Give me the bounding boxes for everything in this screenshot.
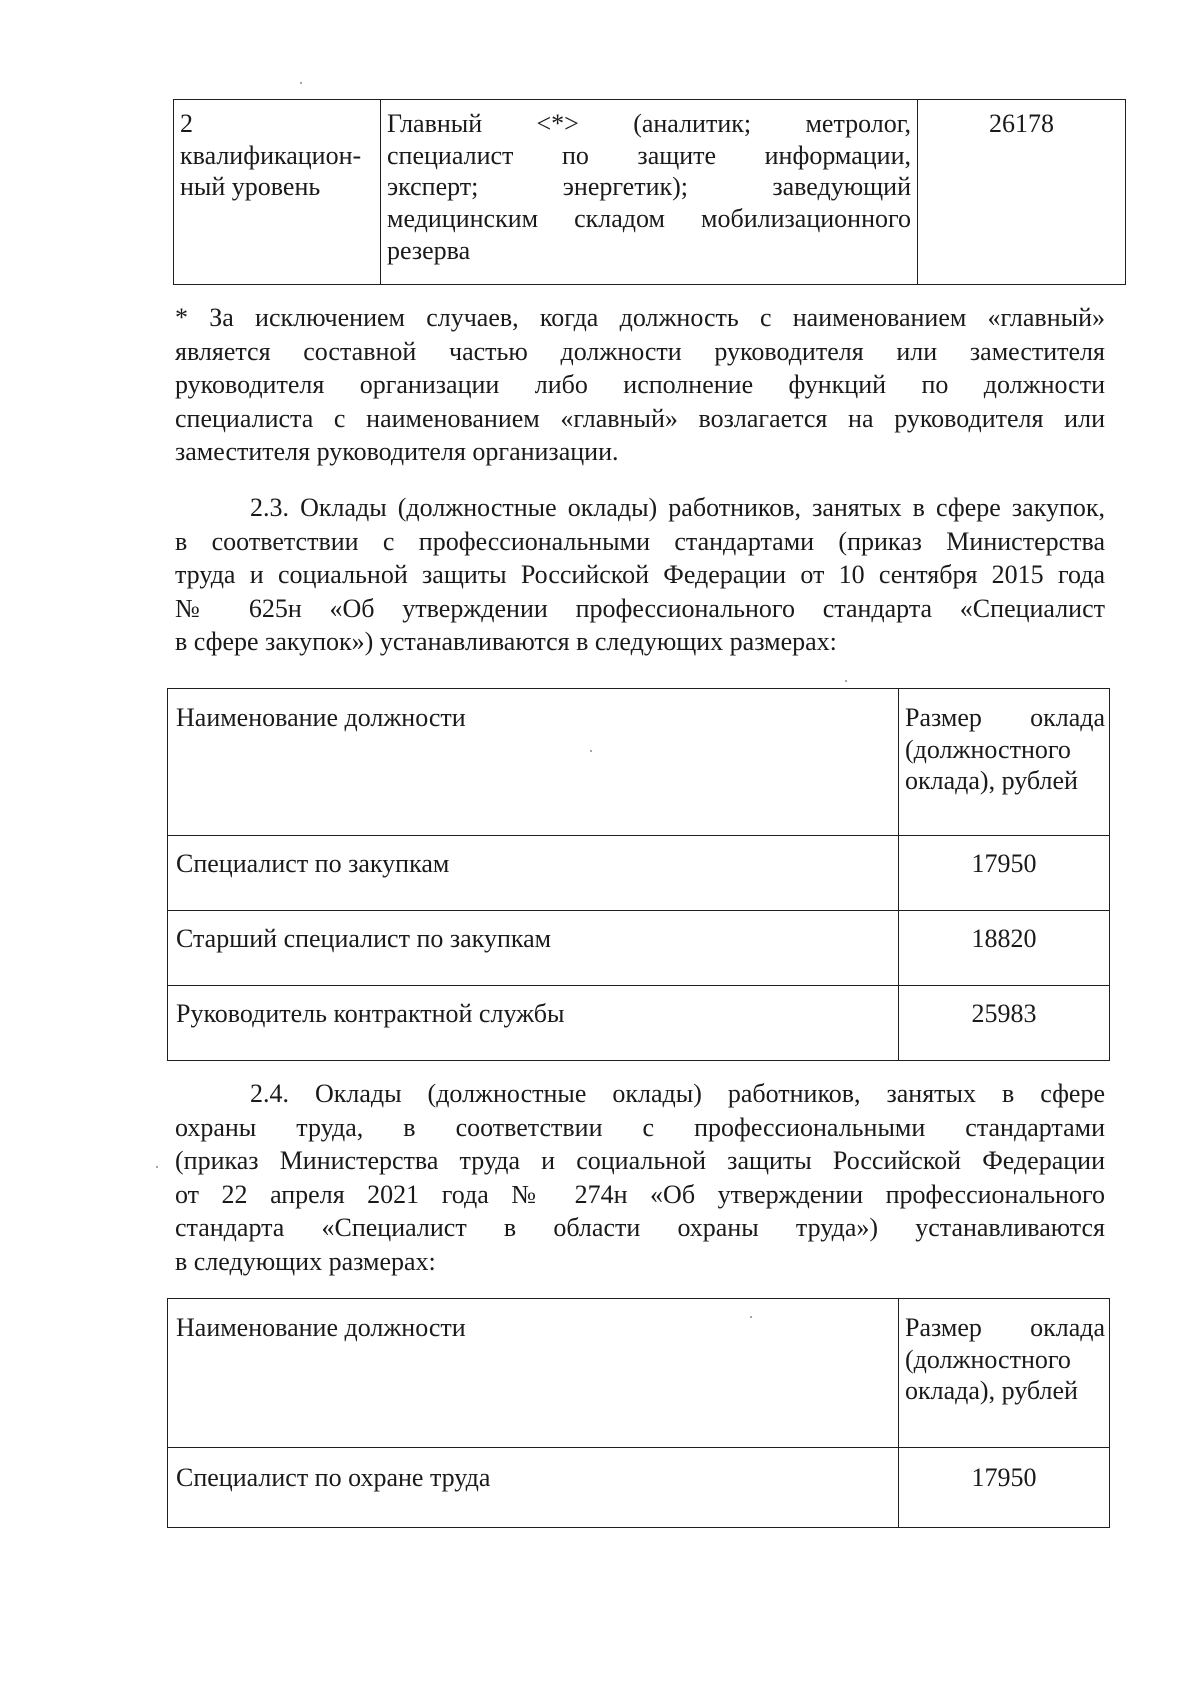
salary-cell: 18820 bbox=[899, 911, 1110, 986]
qualification-table bbox=[173, 99, 1126, 285]
table-header-row bbox=[168, 689, 1110, 836]
table-row bbox=[168, 986, 1110, 1061]
paragraph-line: охраны труда, в соответствии с профессиональными стандартами bbox=[175, 1112, 1105, 1142]
position-name-cell: Руководитель контрактной службы bbox=[168, 986, 899, 1061]
table-row bbox=[168, 911, 1110, 986]
header-salary-line: (должностного bbox=[905, 734, 1071, 764]
position-name-cell: Старший специалист по закупкам bbox=[168, 911, 899, 986]
positions-line: Главный <*> (аналитик; метролог, bbox=[387, 109, 911, 138]
footnote-line: * За исключением случаев, когда должность с наименованием «главный» bbox=[175, 303, 1105, 332]
labor-safety-salary-table bbox=[167, 1298, 1110, 1528]
table-row bbox=[168, 1448, 1110, 1528]
header-salary bbox=[899, 689, 1110, 836]
level-line: ный уровень bbox=[180, 172, 321, 202]
level-line: 2 bbox=[180, 109, 193, 138]
scan-speck bbox=[590, 750, 592, 752]
salary-cell: 25983 bbox=[899, 986, 1110, 1061]
header-position-name: Наименование должности bbox=[168, 1299, 899, 1448]
section-2-4-paragraph bbox=[175, 1077, 1105, 1278]
qualification-level-cell bbox=[174, 100, 381, 285]
scan-speck bbox=[156, 1166, 158, 1168]
header-salary-line: оклада), рублей bbox=[905, 766, 1078, 796]
header-salary-line: (должностного bbox=[905, 1344, 1071, 1374]
paragraph-line: в сфере закупок») устанавливаются в следующих размерах: bbox=[175, 627, 837, 657]
positions-line: медицинским складом мобилизационного bbox=[387, 204, 911, 234]
header-salary-line: оклада), рублей bbox=[905, 1376, 1078, 1406]
footnote-line: является составной частью должности руководителя или заместителя bbox=[175, 336, 1105, 366]
footnote-line: руководителя организации либо исполнение функций по должности bbox=[175, 370, 1105, 400]
table-row bbox=[168, 836, 1110, 911]
table-header-row bbox=[168, 1299, 1110, 1448]
header-salary-line: Размер оклада bbox=[905, 1313, 1105, 1342]
paragraph-line: в соответствии с профессиональными стандартами (приказ Министерства bbox=[175, 526, 1105, 556]
salary-cell: 17950 bbox=[899, 1448, 1110, 1528]
scan-speck bbox=[300, 82, 302, 84]
header-salary-line: Размер оклада bbox=[905, 703, 1105, 732]
paragraph-line: (приказ Министерства труда и социальной защиты Российской Федерации bbox=[175, 1146, 1105, 1176]
footnote-line: специалиста с наименованием «главный» возлагается на руководителя или bbox=[175, 403, 1105, 433]
level-line: квалификацион- bbox=[180, 140, 362, 170]
positions-line: эксперт; энергетик); заведующий bbox=[387, 172, 911, 202]
paragraph-line: труда и социальной защиты Российской Федерации от 10 сентября 2015 года bbox=[175, 560, 1105, 590]
position-name-cell: Специалист по закупкам bbox=[168, 836, 899, 911]
paragraph-line: № 625н «Об утверждении профессионального стандарта «Специалист bbox=[175, 593, 1105, 623]
header-position-name: Наименование должности bbox=[168, 689, 899, 836]
salary-cell: 26178 bbox=[918, 100, 1126, 285]
paragraph-line: от 22 апреля 2021 года № 274н «Об утверждении профессионального bbox=[175, 1179, 1105, 1209]
procurement-salary-table bbox=[167, 688, 1110, 1061]
scan-speck bbox=[750, 1316, 752, 1318]
paragraph-line: 2.3. Оклады (должностные оклады) работников, занятых в сфере закупок, bbox=[250, 493, 1105, 522]
paragraph-line: 2.4. Оклады (должностные оклады) работников, занятых в сфере bbox=[250, 1079, 1105, 1108]
positions-line: специалист по защите информации, bbox=[387, 140, 911, 170]
footnote bbox=[175, 301, 1105, 469]
position-name-cell: Специалист по охране труда bbox=[168, 1448, 899, 1528]
footnote-line: заместителя руководителя организации. bbox=[175, 437, 619, 467]
salary-cell: 17950 bbox=[899, 836, 1110, 911]
table-row bbox=[174, 100, 1126, 285]
positions-cell bbox=[381, 100, 918, 285]
paragraph-line: в следующих размерах: bbox=[175, 1246, 436, 1276]
header-salary bbox=[899, 1299, 1110, 1448]
paragraph-line: стандарта «Специалист в области охраны труда») устанавливаются bbox=[175, 1213, 1105, 1243]
positions-line: резерва bbox=[387, 235, 471, 265]
section-2-3-paragraph bbox=[175, 491, 1105, 659]
scan-speck bbox=[845, 680, 847, 682]
